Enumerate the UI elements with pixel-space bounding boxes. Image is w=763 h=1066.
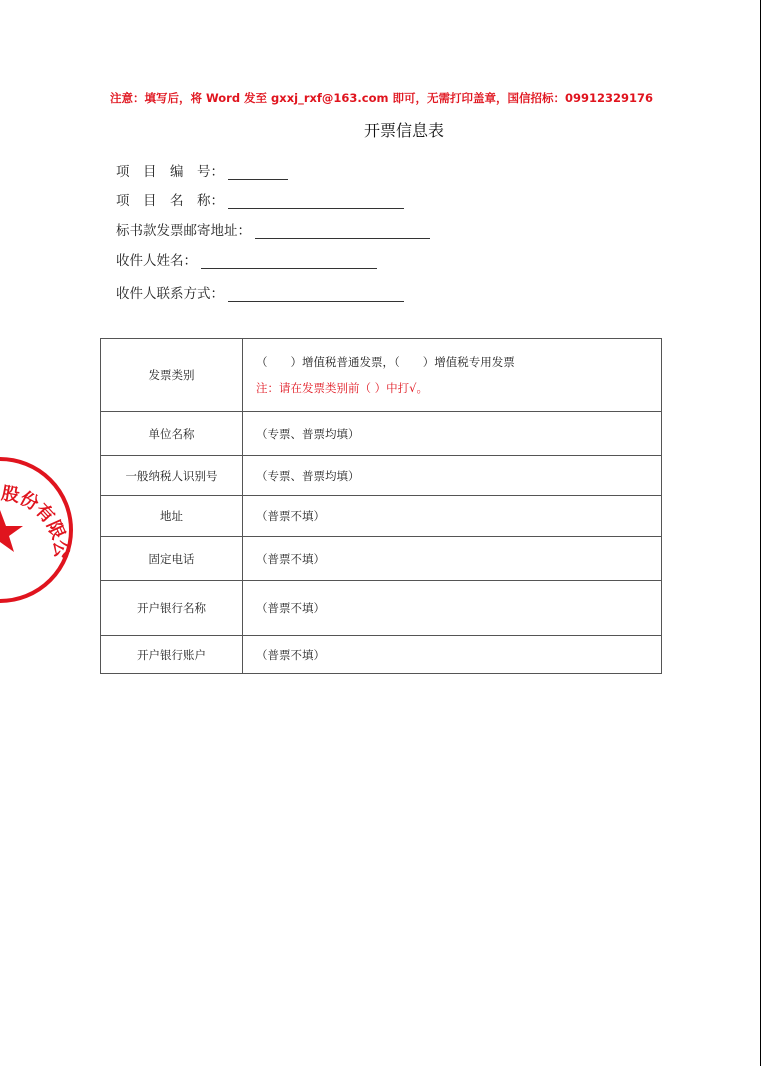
invoice-type-cell[interactable] (243, 339, 662, 412)
row-label: 开户银行账户 (101, 636, 243, 674)
row-value[interactable]: （普票不填） (243, 581, 662, 636)
field-label: 收件人联系方式： (116, 286, 224, 302)
table-row (101, 456, 662, 496)
row-value[interactable]: （专票、普票均填） (243, 456, 662, 496)
invoice-info-table (100, 338, 662, 674)
page-edge (760, 0, 761, 1066)
page-title: 开票信息表 (363, 121, 444, 140)
row-value[interactable]: （普票不填） (243, 496, 662, 537)
blank-line[interactable] (228, 287, 404, 302)
blank-line[interactable] (228, 165, 288, 180)
company-seal (0, 450, 75, 605)
row-value[interactable]: （普票不填） (243, 537, 662, 581)
notice-text: 注意：填写后，将 Word 发至 gxxj_rxf@163.com 即可，无需打印盖章，国信招标：09912329176 (109, 91, 654, 105)
field-label: 项 目 编 号： (116, 164, 224, 180)
table-row (101, 581, 662, 636)
table-row (101, 537, 662, 581)
field-label: 项 目 名 称： (116, 193, 224, 209)
recipient-contact-field[interactable] (116, 282, 404, 302)
invoice-type-note: 注：请在发票类别前（ ）中打√。 (256, 381, 428, 395)
table-row-invoice-type (101, 339, 662, 412)
row-label: 固定电话 (101, 537, 243, 581)
table-row (101, 496, 662, 537)
row-label: 单位名称 (101, 412, 243, 456)
row-value[interactable]: （专票、普票均填） (243, 412, 662, 456)
project-name-field[interactable] (116, 189, 404, 209)
field-label: 收件人姓名： (116, 253, 197, 269)
row-value[interactable]: （普票不填） (243, 636, 662, 674)
project-number-field[interactable] (116, 160, 288, 180)
row-label: 开户银行名称 (101, 581, 243, 636)
recipient-name-field[interactable] (116, 249, 377, 269)
blank-line[interactable] (255, 224, 430, 239)
row-label: 一般纳税人识别号 (101, 456, 243, 496)
mailing-address-field[interactable] (116, 219, 430, 239)
star-icon (0, 510, 23, 552)
table-row (101, 412, 662, 456)
row-label: 地址 (101, 496, 243, 537)
blank-line[interactable] (228, 194, 404, 209)
field-label: 标书款发票邮寄地址： (116, 223, 251, 239)
table-row (101, 636, 662, 674)
row-label: 发票类别 (101, 339, 243, 412)
invoice-type-options[interactable]: （ ）增值税普通发票，（ ）增值税专用发票 (256, 355, 515, 369)
seal-company-text: 股份有限公 (0, 483, 72, 559)
blank-line[interactable] (201, 254, 377, 269)
